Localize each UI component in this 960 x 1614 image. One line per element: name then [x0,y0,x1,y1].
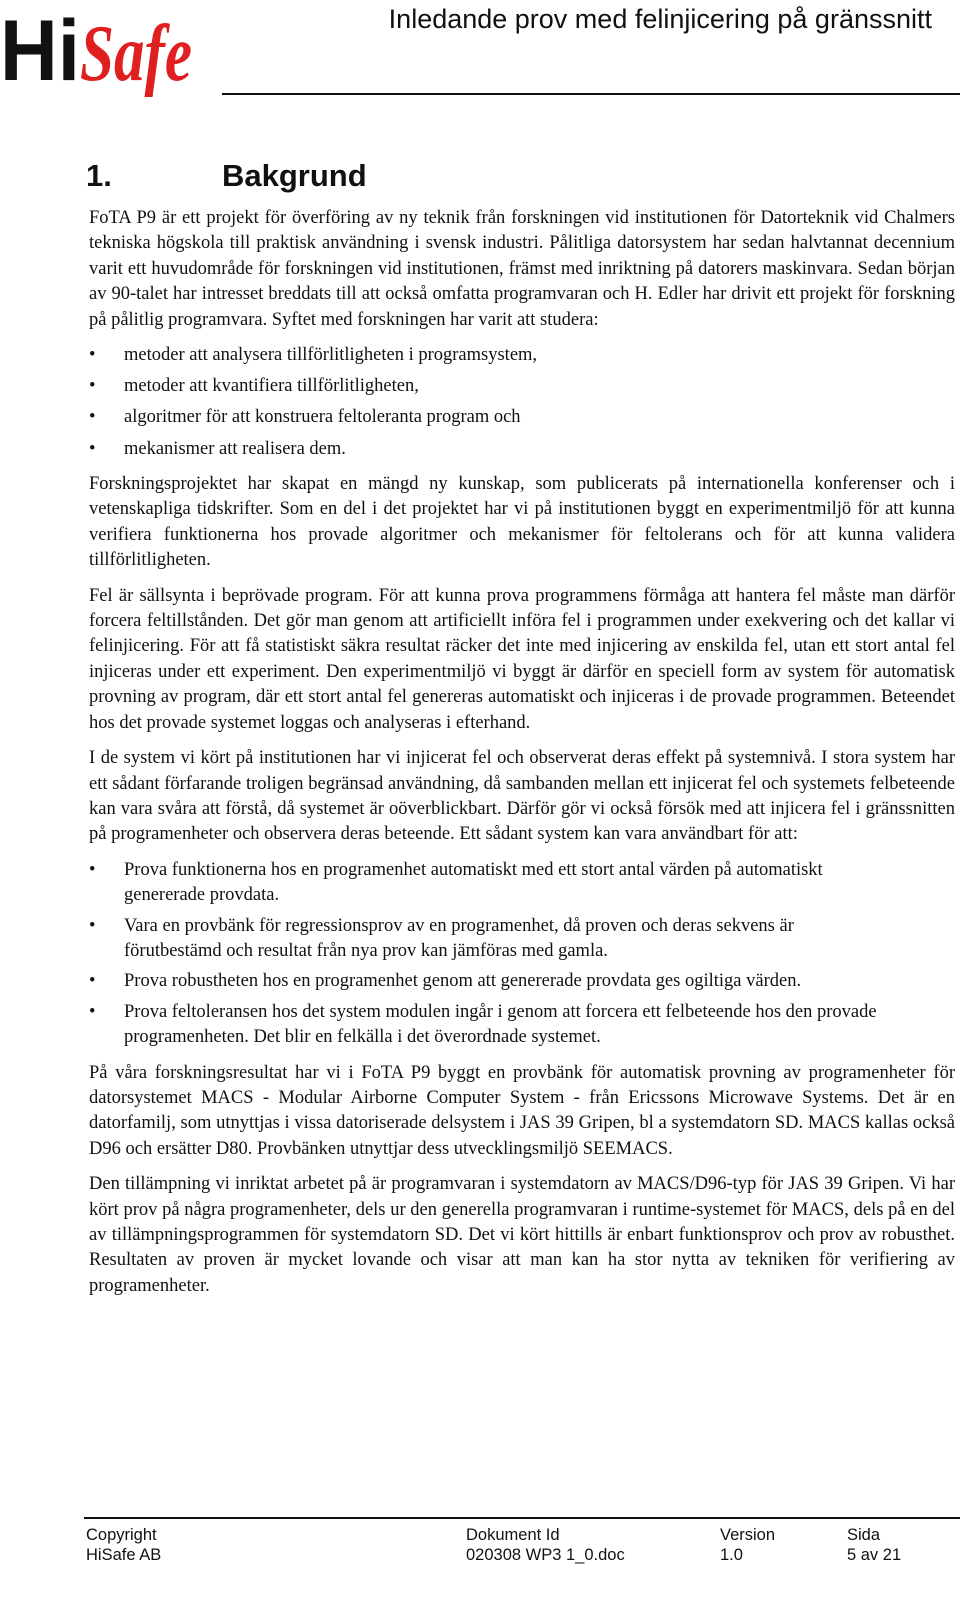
header-rule [222,93,960,95]
bullet-icon: • [89,345,96,366]
copyright-value: HiSafe AB [86,1546,162,1564]
list-item [89,914,884,965]
list-item-text: Prova robustheten hos en programenhet genom att genererade provdata ges ogiltiga värden. [124,971,802,992]
list-item [89,343,955,368]
list-item [89,437,955,462]
list-item-text: algoritmer för att konstruera feltoleranta program och [124,407,521,428]
section-heading [86,158,367,194]
logo-text-safe: Safe [80,10,192,98]
paragraph: I de system vi kört på institutionen har vi injicerat fel och observerat deras effekt på systemnivå. I stora system har ett sådant förfarande troligen begränsad användning, då sambanden mellan ett injicerat fel och systemets felbeteende kan vara svåra att förstå, då systemet är oöverblickbart. Därför gör vi också försök med att injicera fel i gränssnitten på programenheter och observera deras beteende. Ett sådant system kan vara användbart för att: [89,748,955,845]
copyright-label: Copyright [86,1526,157,1544]
list-item [89,858,884,909]
paragraph: Forskningsprojektet har skapat en mängd ny kunskap, som publicerats på internationella konferenser och i vetenskapliga tidskrifter. Som en del i det projektet har vi på institutionen byggt en experimentmiljö för att kunna verifiera funktionerna hos provade algoritmer och mekanismer för feltolerans och för att kunna validera tillförlitligheten. [89,474,955,571]
bullet-icon: • [89,407,96,428]
footer-rule [84,1517,960,1519]
list-item [89,1000,884,1051]
list-item-text: Vara en provbänk för regressionsprov av en programenhet, då proven och deras sekvens är förutbestämd och resultat från nya prov kan jämföras med gamla. [124,915,794,961]
document-body [89,206,955,1309]
footer-page [847,1525,901,1565]
bullet-icon: • [89,376,96,397]
research-topics-list [89,343,955,462]
bullet-icon: • [89,1001,96,1022]
footer-version [720,1525,775,1565]
list-item [89,405,955,430]
paragraph: På våra forskningsresultat har vi i FoTA P9 byggt en provbänk för automatisk provning av programenheter för datorsystemet MACS - Modular Airborne Computer System - från Ericssons Microwave Systems. Det är en datorfamilj, som utnyttjas i vissa datoriserade delsystem i JAS 39 Gripen, bl a systemdatorn SD. MACS kallas också D96 och ersätter D80. Provbänken utnyttjar dess utvecklingsmiljö SEEMACS. [89,1062,955,1159]
paragraph: Den tillämpning vi inriktat arbetet på är programvaran i systemdatorn av MACS/D96-typ för JAS 39 Gripen. Vi har kört prov på några programenheter, dels ur den generella programvaran i runtime-systemet för MACS, dels på en del av tillämpningsprogrammen för systemdatorn SD. Det vi kört hittills är enbart funktionsprov och prov av robusthet. Resultaten av proven är mycket lovande och visar att man kan ha stor nytta av tekniken för verifiering av programenheter. [89,1174,955,1296]
bullet-icon: • [89,971,96,992]
list-item-text: Prova feltoleransen hos det system modulen ingår i genom att forcera ett felbeteende hos den provade programenheten. Det blir en felkälla i det överordnade systemet. [124,1001,877,1048]
document-id-label: Dokument Id [466,1526,560,1544]
bullet-icon: • [89,859,96,880]
document-id-value: 020308 WP3 1_0.doc [466,1546,625,1564]
list-item-text: metoder att analysera tillförlitligheten i programsystem, [124,345,538,366]
system-uses-list [89,858,955,1051]
footer-copyright [86,1525,161,1565]
page-value: 5 av 21 [847,1546,902,1564]
bullet-icon: • [89,438,96,459]
version-label: Version [720,1526,776,1544]
footer-document-id [466,1525,625,1565]
hisafe-logo [0,2,200,106]
list-item [89,374,955,399]
list-item-text: mekanismer att realisera dem. [124,438,346,459]
version-value: 1.0 [720,1546,743,1564]
document-title: Inledande prov med felinjicering på gränssnitt [388,4,932,34]
bullet-icon: • [89,915,96,936]
list-item [89,969,884,994]
paragraph: Fel är sällsynta i beprövade program. För att kunna prova programmens förmåga att hantera fel måste man därför forcera feltillstånden. Det gör man genom att artificiellt införa fel i programmen under exekvering och det kallar vi felinjicering. För att få statistiskt säkra resultat räcker det inte med injicering av enskilda fel, utan ett stort antal fel injiceras under ett experiment. Den experimentmiljö vi byggt är därför en speciell form av system för automatisk provning av program, där ett stort antal fel genereras automatiskt och injiceras i de provade programmen. Beteendet hos det provade systemet loggas och analyseras i efterhand. [89,585,955,733]
section-title: Bakgrund [222,158,367,193]
page-label: Sida [847,1526,881,1544]
section-number: 1. [86,158,112,193]
paragraph: FoTA P9 är ett projekt för överföring av ny teknik från forskningen vid institutionen för Datorteknik vid Chalmers tekniska högskola till praktisk användning i svensk industri. Pålitliga datorsystem har sedan halvtannat decennium varit ett huvudområde för forskningen vid institutionen, främst med inriktning på datorers maskinvara. Sedan början av 90-talet har intresset breddats till att också omfatta programvaran och H. Edler har drivit ett projekt för forskning på pålitlig programvara. Syftet med forskningen har varit att studera: [89,208,955,330]
logo-text-hi: Hi [0,3,80,99]
list-item-text: Prova funktionerna hos en programenhet automatiskt med ett stort antal värden på automatiskt genererade provdata. [124,859,823,906]
list-item-text: metoder att kvantifiera tillförlitligheten, [124,376,419,397]
